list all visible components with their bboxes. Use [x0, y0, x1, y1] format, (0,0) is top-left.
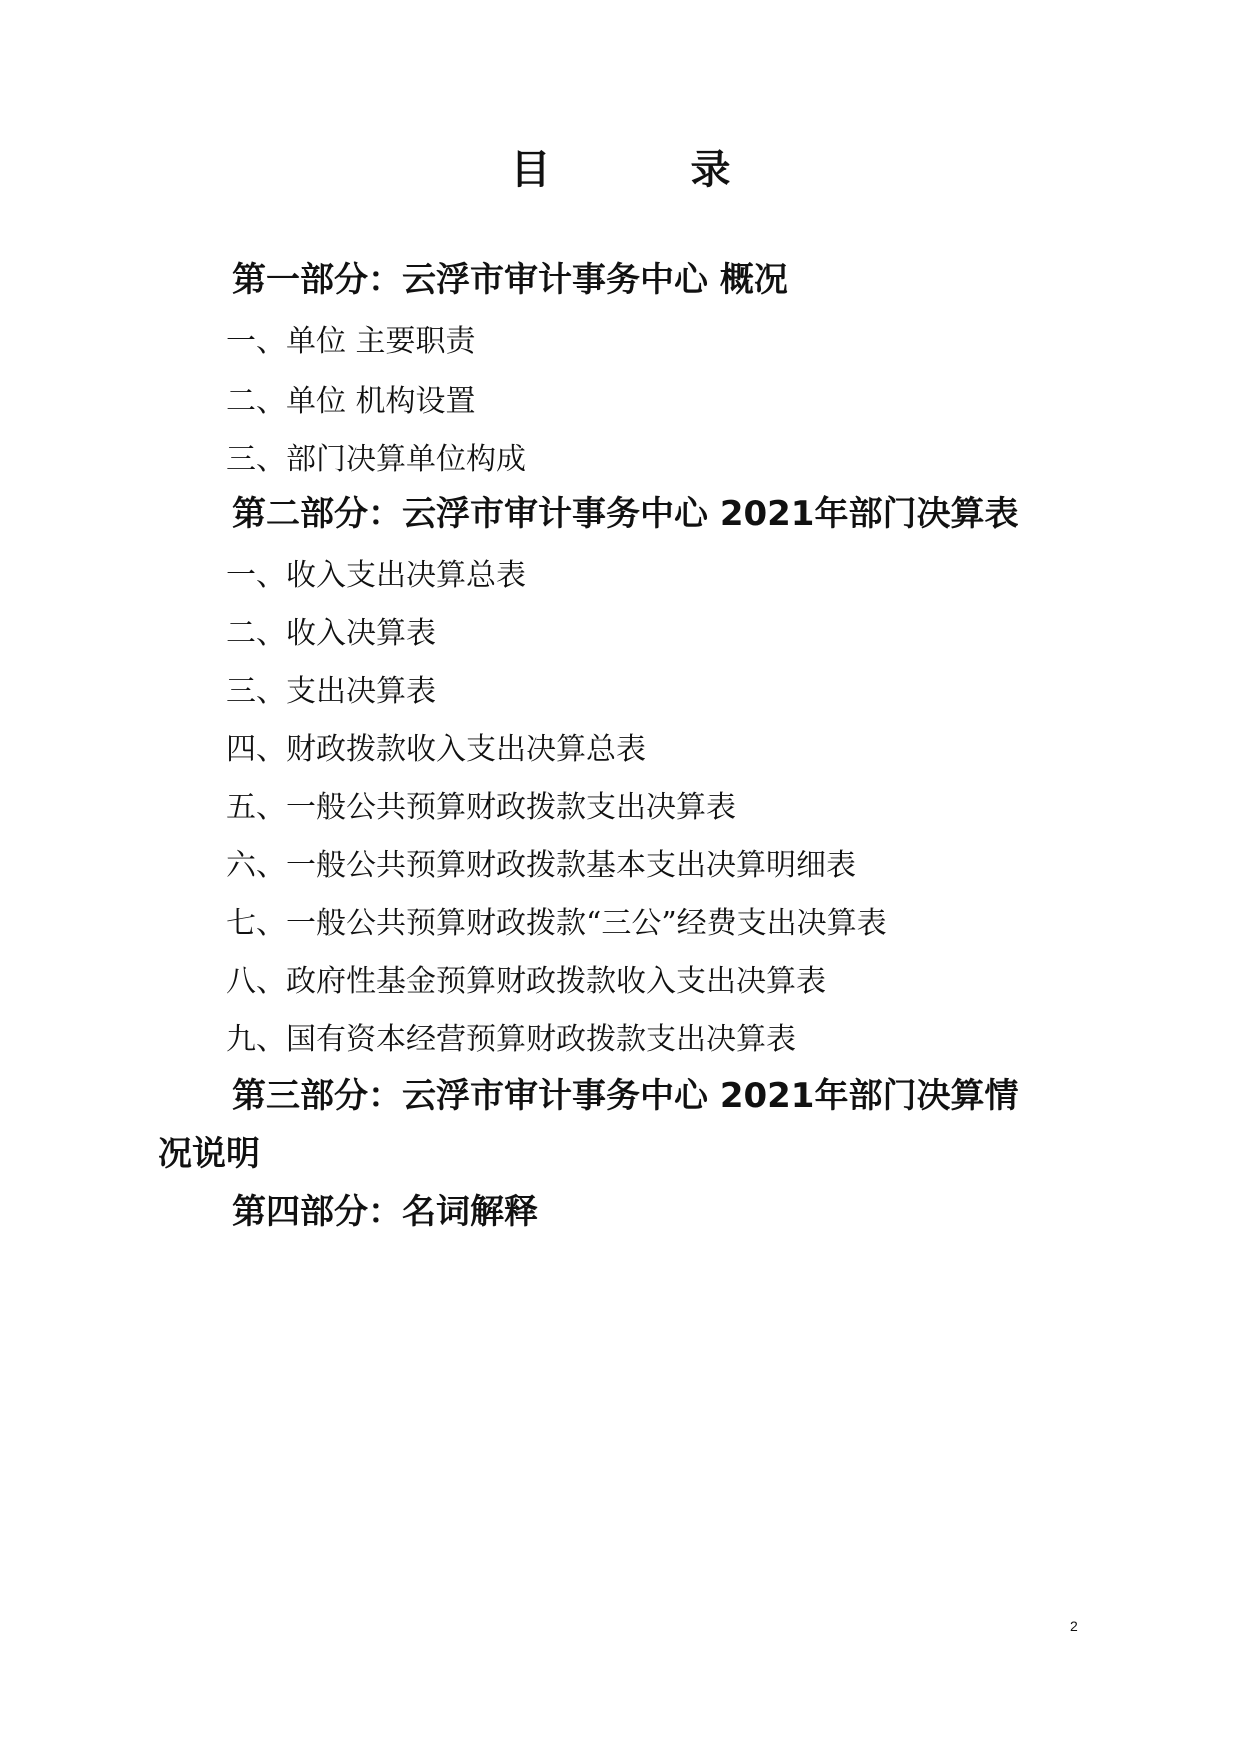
- toc-part1-item-2[interactable]: 二、单位 机构设置: [226, 384, 476, 419]
- toc-part1-item-3[interactable]: 三、部门决算单位构成: [226, 442, 526, 477]
- toc-part3-heading-line2[interactable]: 况说明: [158, 1134, 260, 1174]
- title-char-left: 目: [510, 147, 551, 193]
- toc-part4-heading[interactable]: 第四部分：名词解释: [232, 1192, 538, 1232]
- toc-part2-item-1[interactable]: 一、收入支出决算总表: [226, 558, 526, 593]
- toc-part2-item-9[interactable]: 九、国有资本经营预算财政拨款支出决算表: [226, 1022, 796, 1057]
- toc-part2-item-2[interactable]: 二、收入决算表: [226, 616, 436, 651]
- page-number: 2: [1070, 1618, 1078, 1634]
- toc-part1-item-1[interactable]: 一、单位 主要职责: [226, 324, 476, 359]
- toc-part1-heading[interactable]: 第一部分：云浮市审计事务中心 概况: [232, 260, 788, 300]
- toc-part2-item-7[interactable]: 七、一般公共预算财政拨款“三公”经费支出决算表: [226, 906, 887, 941]
- toc-part2-item-6[interactable]: 六、一般公共预算财政拨款基本支出决算明细表: [226, 848, 856, 883]
- title-char-right: 录: [690, 147, 731, 193]
- toc-part2-item-3[interactable]: 三、支出决算表: [226, 674, 436, 709]
- toc-part2-item-4[interactable]: 四、财政拨款收入支出决算总表: [226, 732, 646, 767]
- toc-part2-heading[interactable]: 第二部分：云浮市审计事务中心 2021年部门决算表: [232, 494, 1019, 534]
- toc-part3-heading-line1[interactable]: 第三部分：云浮市审计事务中心 2021年部门决算情: [232, 1076, 1019, 1116]
- toc-part2-item-5[interactable]: 五、一般公共预算财政拨款支出决算表: [226, 790, 736, 825]
- page-title: [0, 145, 1241, 195]
- toc-part2-item-8[interactable]: 八、政府性基金预算财政拨款收入支出决算表: [226, 964, 826, 999]
